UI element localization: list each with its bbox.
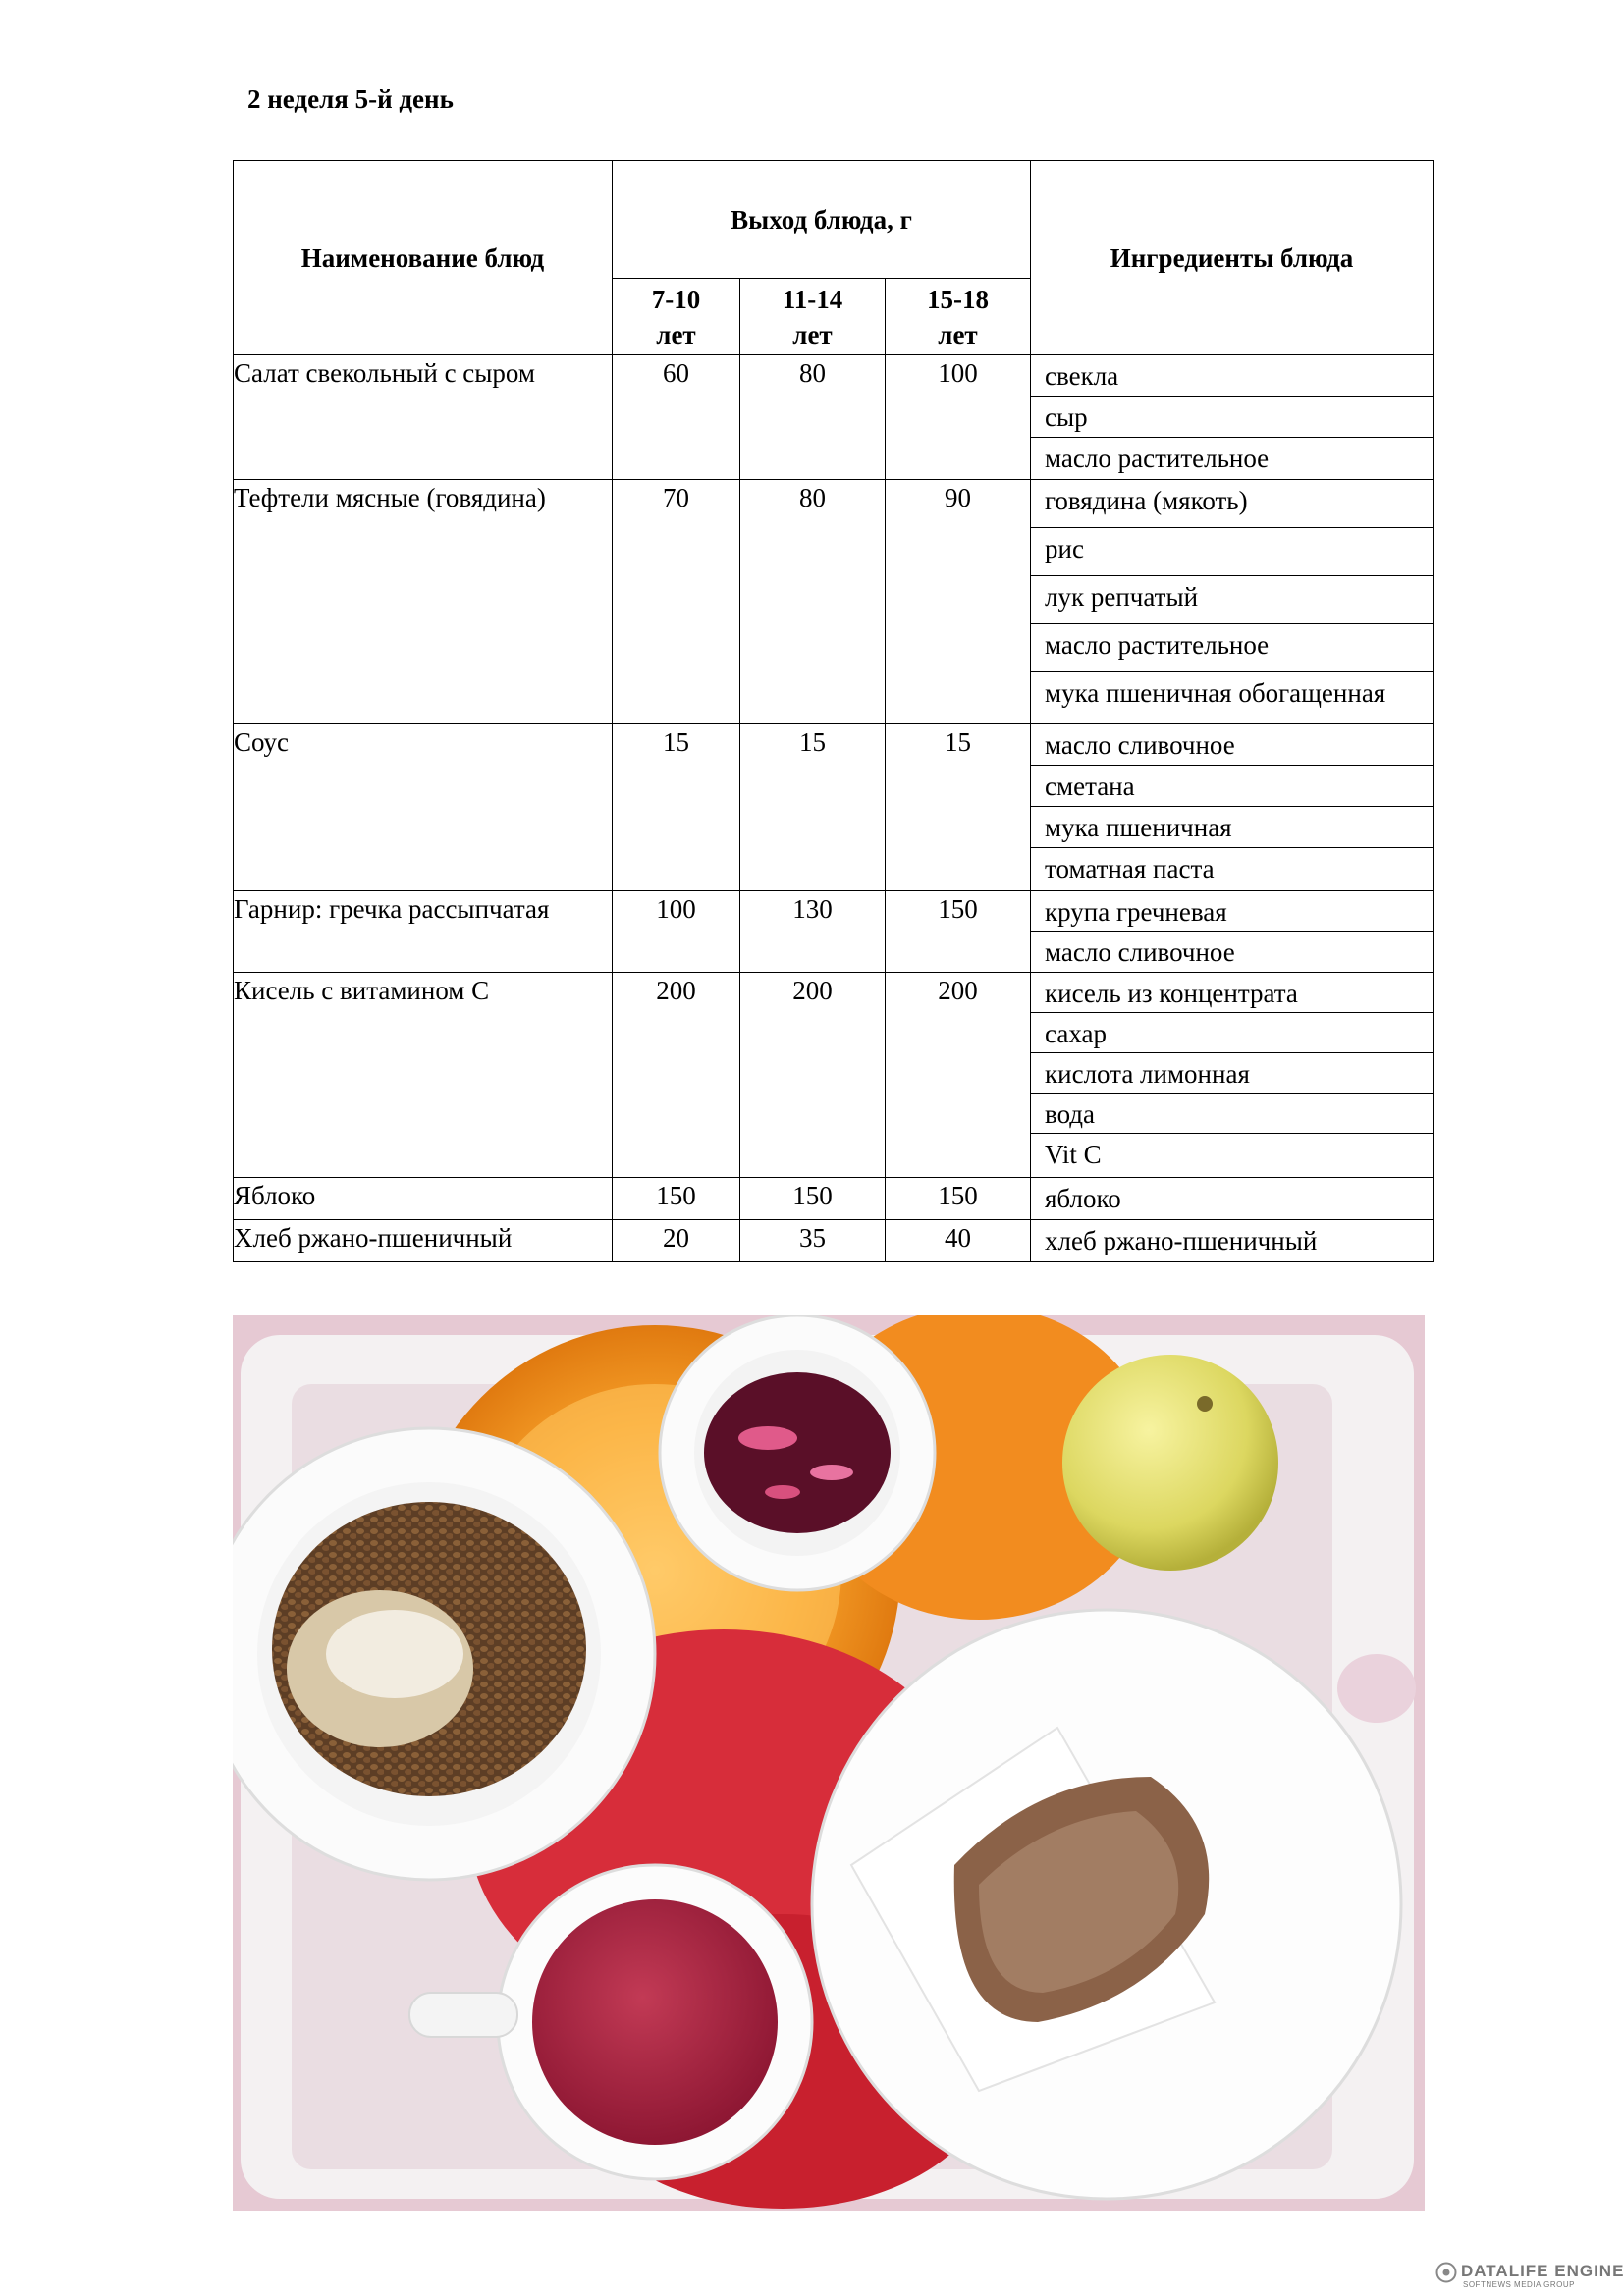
ingredient-item: сахар <box>1031 1013 1433 1053</box>
ingredients-cell <box>1031 724 1434 891</box>
table-row <box>234 1178 1434 1220</box>
ingredient-item: крупа гречневая <box>1031 891 1433 932</box>
header-age-group: 15-18 лет <box>886 279 1031 355</box>
ingredient-item: лук репчатый <box>1031 576 1433 624</box>
table-row <box>234 973 1434 1178</box>
ingredient-item: кислота лимонная <box>1031 1053 1433 1094</box>
ingredient-item: масло сливочное <box>1031 724 1433 766</box>
ingredient-item: сыр <box>1031 397 1433 438</box>
ingredient-item: масло растительное <box>1031 624 1433 672</box>
dish-output-grams: 200 <box>740 973 886 1178</box>
dish-output-grams: 15 <box>613 724 740 891</box>
ingredients-cell <box>1031 1178 1434 1220</box>
ingredients-cell <box>1031 973 1434 1178</box>
dish-output-grams: 100 <box>613 891 740 973</box>
header-age-group: 11-14 лет <box>740 279 886 355</box>
dish-name: Хлеб ржано-пшеничный <box>234 1220 613 1262</box>
dish-output-grams: 35 <box>740 1220 886 1262</box>
ingredients-cell <box>1031 355 1434 480</box>
ingredient-item: вода <box>1031 1094 1433 1134</box>
ingredient-item: томатная паста <box>1045 854 1215 883</box>
page-heading: 2 неделя 5-й день <box>247 84 454 114</box>
header-ingredients: Ингредиенты блюда <box>1031 161 1434 355</box>
watermark-subtitle: SOFTNEWS MEDIA GROUP <box>1463 2280 1576 2289</box>
ingredient-item: кисель из концентрата <box>1031 973 1433 1013</box>
dish-output-grams: 15 <box>740 724 886 891</box>
dish-name: Яблоко <box>234 1178 613 1220</box>
dish-output-grams: 130 <box>740 891 886 973</box>
dish-output-grams: 150 <box>740 1178 886 1220</box>
dish-output-grams: 70 <box>613 480 740 724</box>
ingredient-item: говядина (мякоть) <box>1031 480 1433 528</box>
table-row <box>234 1220 1434 1262</box>
meal-tray-photo <box>233 1315 1425 2211</box>
table-row <box>234 891 1434 973</box>
header-output: Выход блюда, г <box>613 161 1031 279</box>
ingredient-item: мука пшеничная обогащенная <box>1045 678 1386 708</box>
menu-table <box>233 160 1434 1262</box>
table-row <box>234 480 1434 724</box>
dish-output-grams: 60 <box>613 355 740 480</box>
dish-output-grams: 200 <box>613 973 740 1178</box>
datalife-logo-icon <box>1435 2262 1457 2283</box>
dish-output-grams: 15 <box>886 724 1031 891</box>
dish-output-grams: 80 <box>740 480 886 724</box>
ingredient-item: хлеб ржано-пшеничный <box>1045 1226 1318 1255</box>
dish-output-grams: 20 <box>613 1220 740 1262</box>
dish-output-grams: 200 <box>886 973 1031 1178</box>
watermark-title: DATALIFE ENGINE <box>1461 2262 1624 2280</box>
ingredient-item: сметана <box>1031 766 1433 807</box>
header-age-group: 7-10 лет <box>613 279 740 355</box>
dish-output-grams: 150 <box>613 1178 740 1220</box>
dish-output-grams: 80 <box>740 355 886 480</box>
ingredients-cell <box>1031 1220 1434 1262</box>
ingredients-cell <box>1031 891 1434 973</box>
dish-output-grams: 90 <box>886 480 1031 724</box>
dish-name: Кисель с витамином С <box>234 973 613 1178</box>
table-row <box>234 724 1434 891</box>
dish-name: Соус <box>234 724 613 891</box>
ingredients-cell <box>1031 480 1434 724</box>
ingredient-item: мука пшеничная <box>1031 807 1433 848</box>
ingredient-item: свекла <box>1031 355 1433 397</box>
dish-name: Тефтели мясные (говядина) <box>234 480 613 724</box>
dish-output-grams: 40 <box>886 1220 1031 1262</box>
dish-output-grams: 150 <box>886 891 1031 973</box>
dish-name: Гарнир: гречка рассыпчатая <box>234 891 613 973</box>
header-dish-name: Наименование блюд <box>234 161 613 355</box>
dish-name: Салат свекольный с сыром <box>234 355 613 480</box>
dish-output-grams: 150 <box>886 1178 1031 1220</box>
ingredient-item: масло растительное <box>1045 444 1270 473</box>
table-row <box>234 355 1434 480</box>
ingredient-item: Vit C <box>1045 1140 1102 1169</box>
ingredient-item: яблоко <box>1045 1184 1121 1213</box>
dish-output-grams: 100 <box>886 355 1031 480</box>
ingredient-item: масло сливочное <box>1045 937 1235 967</box>
ingredient-item: рис <box>1031 528 1433 576</box>
